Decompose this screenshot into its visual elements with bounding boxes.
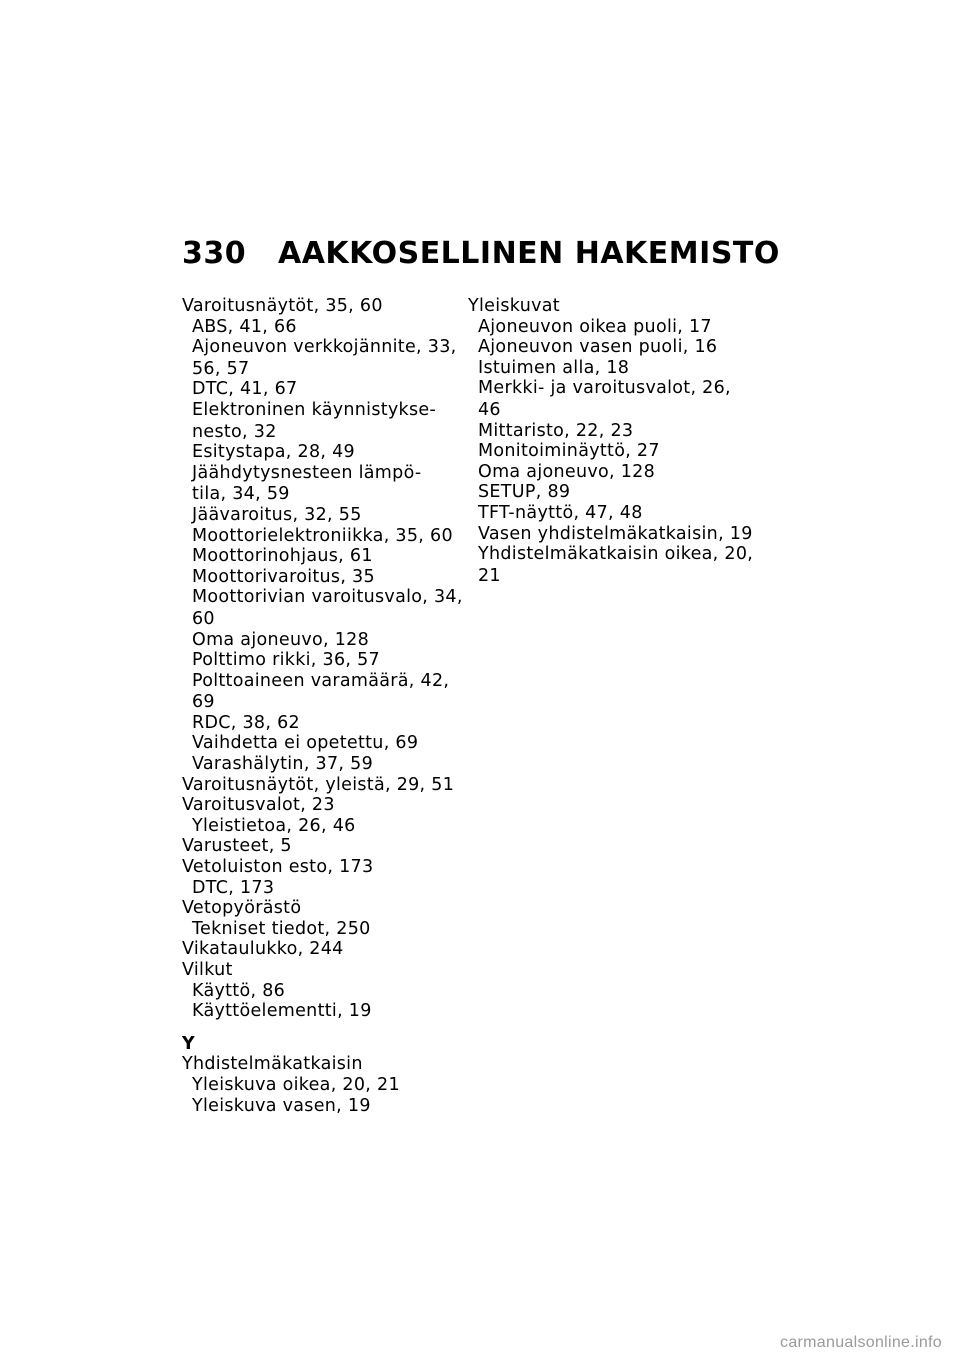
index-subentry: Vaihdetta ei opetettu, 69: [192, 733, 419, 754]
index-subentry: Käyttöelementti, 19: [192, 1001, 372, 1022]
index-subentry: Yleiskuva vasen, 19: [192, 1095, 371, 1116]
index-subentry: ABS, 41, 66: [192, 316, 297, 337]
index-subentry: 46: [478, 399, 501, 420]
index-entry: Varusteet, 5: [182, 836, 292, 857]
index-subentry: Moottorivian varoitusvalo, 34,: [192, 587, 463, 608]
index-subentry: Polttimo rikki, 36, 57: [192, 650, 380, 671]
index-subentry: Monitoiminäyttö, 27: [478, 441, 660, 462]
index-subentry: Varashälytin, 37, 59: [192, 754, 374, 775]
index-subentry: Ajoneuvon vasen puoli, 16: [478, 337, 718, 358]
index-column-right: [468, 296, 754, 586]
index-subentry: Jäähdytysnesteen lämpö-: [192, 462, 422, 483]
index-subentry: RDC, 38, 62: [192, 712, 300, 733]
index-subentry: DTC, 41, 67: [192, 379, 298, 400]
index-entry: Vetoluiston esto, 173: [182, 857, 374, 878]
index-subentry: Yleiskuva oikea, 20, 21: [192, 1074, 400, 1095]
index-subentry: Yhdistelmäkatkaisin oikea, 20,: [478, 544, 754, 565]
index-subentry: Elektroninen käynnistykse-: [192, 399, 437, 420]
index-subentry: Yleistietoa, 26, 46: [192, 815, 356, 836]
index-subentry: Moottorielektroniikka, 35, 60: [192, 525, 453, 546]
index-entry: Varoitusnäytöt, 35, 60: [182, 296, 383, 316]
index-subentry: nesto, 32: [192, 421, 277, 442]
index-subentry: 69: [192, 692, 215, 713]
watermark: carmanualsonline.info: [780, 1334, 942, 1351]
index-subentry: Mittaristo, 22, 23: [478, 420, 634, 441]
index-subentry: Polttoaineen varamäärä, 42,: [192, 670, 450, 691]
index-subentry: Tekniset tiedot, 250: [192, 918, 371, 939]
index-subentry: 60: [192, 608, 215, 629]
index-subentry: Ajoneuvon oikea puoli, 17: [478, 316, 712, 337]
index-subentry: 56, 57: [192, 358, 250, 379]
index-entry: Yleiskuvat: [468, 296, 560, 316]
index-subentry: Merkki- ja varoitusvalot, 26,: [478, 378, 731, 399]
index-subentry: Ajoneuvon verkkojännite, 33,: [192, 337, 457, 358]
page-title: AAKKOSELLINEN HAKEMISTO: [278, 236, 780, 271]
index-subentry: Moottorinohjaus, 61: [192, 546, 373, 567]
index-subentry: tila, 34, 59: [192, 484, 290, 505]
index-entry: Yhdistelmäkatkaisin: [182, 1054, 363, 1075]
index-subentry: Oma ajoneuvo, 128: [478, 461, 656, 482]
index-subentry: Jäävaroitus, 32, 55: [192, 504, 362, 525]
index-letter-heading: Y: [182, 1033, 195, 1054]
index-subentry: 21: [478, 565, 501, 586]
index-subentry: Käyttö, 86: [192, 980, 286, 1001]
index-subentry: TFT-näyttö, 47, 48: [478, 502, 643, 523]
index-subentry: SETUP, 89: [478, 482, 571, 503]
index-subentry: Vasen yhdistelmäkatkaisin, 19: [478, 523, 753, 544]
index-entry: Vikataulukko, 244: [182, 939, 344, 960]
index-subentry: Istuimen alla, 18: [478, 357, 630, 378]
index-column-left: [182, 296, 463, 1116]
index-entry: Vilkut: [182, 960, 233, 980]
page-header: [182, 236, 780, 271]
index-subentry: Oma ajoneuvo, 128: [192, 629, 370, 650]
index-subentry: Esitystapa, 28, 49: [192, 442, 355, 463]
index-entry: Varoitusvalot, 23: [182, 795, 335, 816]
index-entry: Varoitusnäytöt, yleistä, 29, 51: [182, 774, 455, 795]
index-subentry: Moottorivaroitus, 35: [192, 566, 375, 587]
index-subentry: DTC, 173: [192, 877, 275, 898]
index-entry: Vetopyörästö: [182, 898, 302, 919]
page-number: 330: [182, 236, 247, 271]
